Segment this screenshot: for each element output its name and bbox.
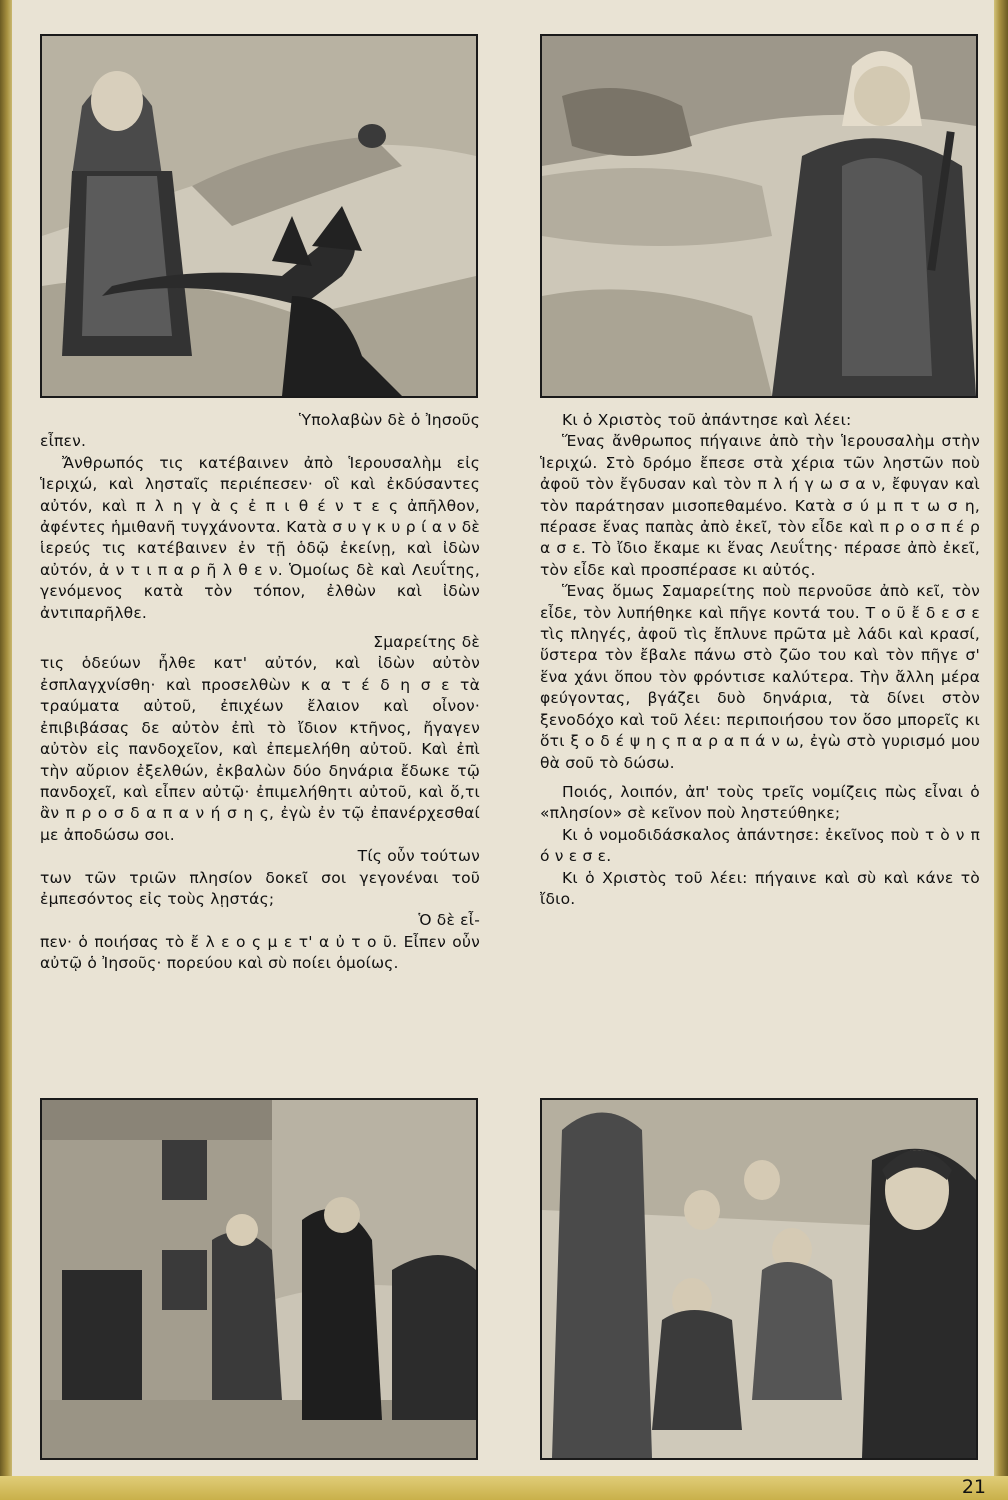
paragraph: Ποιός, λοιπόν, ἀπ' τοὺς τρεῖς νομίζεις πὼς εἶναι ὁ «πλησίον» σὲ κεῖνον ποὺ ληστεύθηκε; xyxy=(540,782,980,823)
paragraph: Κι ὁ Χριστὸς τοῦ λέει: πήγαινε καὶ σὺ καὶ κάνε τὸ ἴδιο. xyxy=(540,868,980,908)
paragraph: Ἕνας ὅμως Σαμαρείτης ποὺ περνοῦσε ἀπὸ κεῖ, τὸν εἶδε, τὸν λυπήθηκε καὶ πῆγε κοντά του. Τ ο ῦ ἔ δ ε σ ε τὶς πληγές, ἀφοῦ τὶς ἔπλυνε πρῶτα μὲ λάδι καὶ κρασί, ὕστερα τὸν ἔβαλε πάνω στὸ ζῶο του καὶ τὸν πῆγε σ' ἕνα χάνι ὅπου τὸν φρόντισε καλύτερα. Τὴν ἄλλη μέρα φεύγοντας, βγάζει δυὸ δηνάρια, τὰ δίνει στὸν ξενοδόχο καὶ τοῦ λέει: περιποιήσου τον ὅσο μπορεῖς κι ὅτι ξ ο δ έ ψ η ς π α ρ α π ά ν ω, ἐγὼ στὸ γυρισμό μου θὰ σοῦ τὸ δώσω. xyxy=(540,582,980,772)
paragraph: Ὁ δὲ εἶ- πεν· ὁ ποιήσας τὸ ἔ λ ε ο ς μ ε τ' α ὐ τ ο ῦ. Εἶπεν οὖν αὐτῷ ὁ Ἰησοῦς· πορεύου καὶ σὺ ποίει ὁμοίως. xyxy=(40,911,480,973)
page-bottom-band xyxy=(0,1476,1008,1500)
illustration-levite-looking xyxy=(540,34,978,398)
illustration-christ-teaching xyxy=(540,1098,978,1460)
right-text-column xyxy=(540,410,980,910)
illustration-inn-arrival xyxy=(40,1098,478,1460)
paragraph: Ἕνας ἄνθρωπος πήγαινε ἀπὸ τὴν Ἱερουσαλὴμ στὴν Ἱεριχώ. Στὸ δρόμο ἔπεσε στὰ χέρια τῶν ληστῶν ποὺ ἀφοῦ τὸν ἔγδυσαν καὶ τὸν π λ ή γ ω σ α ν, ἔφυγαν καὶ τὸν παράτησαν μισοπεθαμένο. Κατὰ σ ύ μ π τ ω σ η, πέρασε ἕνας παπὰς ἀπὸ ἐκεῖ, τὸν εἶδε καὶ π ρ ο σ π έ ρ α σ ε. Τὸ ἴδιο ἔκαμε κι ἕνας Λευΐτης· πέρασε ἀπὸ ἐκεῖ, τὸν εἶδε καὶ προσπέρασε κι αὐτός. xyxy=(540,432,980,579)
page-edge-left xyxy=(0,0,12,1500)
left-text-column xyxy=(40,410,480,975)
page-number: 21 xyxy=(961,1476,986,1498)
paragraph: Τίς οὖν τούτων των τῶν τριῶν πλησίον δοκεῖ σοι γεγονέναι τοῦ ἐμπεσόντος εἰς τοὺς λῃστάς; xyxy=(40,847,480,908)
page-edge-right xyxy=(994,0,1008,1500)
illustration-priest-on-donkey xyxy=(40,34,478,398)
paragraph: Σμαρείτης δὲ τις ὁδεύων ἦλθε κατ' αὐτόν, καὶ ἰδὼν αὐτὸν ἐσπλαγχνίσθη· καὶ προσελθὼν κ α τ έ δ η σ ε τὰ τραύματα αὐτοῦ, ἐπιχέων ἔλαιον καὶ οἶνον· ἐπιβιβάσας δε αὐτὸν ἐπὶ τὸ ἴδιον κτῆνος, ἤγαγεν αὐτὸν εἰς πανδοχεῖον, καὶ ἐπεμελήθη αὐτοῦ. Καὶ ἐπὶ τὴν αὔριον ἐξελθών, ἐκβαλὼν δύο δηνάρια ἔδωκε τῷ πανδοχεῖ, καὶ εἶπεν αὐτῷ· ἐπιμελήθητι αὐτοῦ, καὶ ὅ,τι ἂν π ρ ο σ δ α π α ν ή σ η ς, ἐγὼ ἐν τῷ ἐπανέρχεσθαί με ἀποδώσω σοι. xyxy=(40,633,480,844)
paragraph: Κι ὁ νομοδιδάσκαλος ἀπάντησε: ἐκεῖνος ποὺ τ ὸ ν π ό ν ε σ ε. xyxy=(540,825,980,866)
paragraph: Κι ὁ Χριστὸς τοῦ ἀπάντησε καὶ λέει: xyxy=(562,411,852,429)
intro-line: Ὑπολαβὼν δὲ ὁ Ἰησοῦς εἶπεν. xyxy=(40,411,480,451)
paragraph: Ἄνθρωπός τις κατέβαινεν ἀπὸ Ἱερουσαλὴμ εἰς Ἱεριχώ, καὶ λησταῖς περιέπεσεν· οἳ καὶ ἐκδύσαντες αὐτόν, καὶ π λ η γ ὰ ς ἐ π ι θ έ ν τ ε ς ἀπῆλθον, ἀφέντες ἡμιθανῆ τυγχάνοντα. Κατὰ σ υ γ κ υ ρ ί α ν δὲ ἱερεύς τις κατέβαινεν ἐν τῇ ὁδῷ ἐκείνῃ, καὶ ἰδὼν αὐτόν, ἀ ν τ ι π α ρ ῆ λ θ ε ν. Ὁμοίως δὲ καὶ Λευΐτης, γενόμενος κατὰ τὸν τόπον, ἐλθὼν καὶ ἰδὼν ἀντιπαρῆλθε. xyxy=(40,453,480,622)
